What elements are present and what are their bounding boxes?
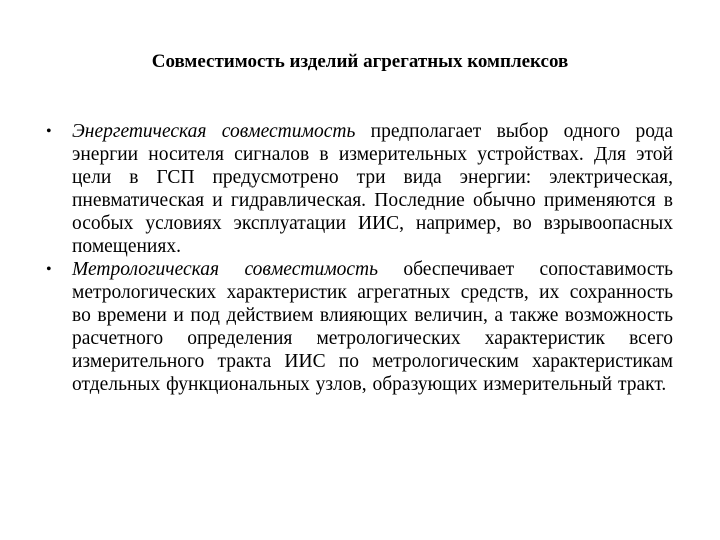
bullet-marker: • bbox=[46, 261, 52, 278]
bullet-metrological-compatibility bbox=[46, 258, 673, 396]
bullet-term: Энергетическая совместимость bbox=[72, 121, 356, 142]
bullet-marker: • bbox=[46, 123, 52, 140]
bullet-list bbox=[46, 120, 673, 396]
bullet-text: предполагает выбор одного рода энергии носителя сигналов в измерительных устройствах. Для этой цели в ГСП предусмотрено три вида энергии: электрическая, пневматическая и гидравлическая. Последние обычно применяются в особых условиях эксплуатации ИИС, например, во взрывоопасных помещениях. bbox=[72, 121, 674, 257]
slide-title: Совместимость изделий агрегатных комплексов bbox=[151, 51, 569, 72]
bullet-text: обеспечивает сопоставимость метрологических характеристик агрегатных средств, их сохранность во времени и под действием влияющих величин, а также возможность расчетного определения метрологических характеристик всего измерительного тракта ИИС по метрологическим характеристикам отдельных функциональных узлов, образующих измерительный тракт. bbox=[72, 259, 673, 395]
bullet-term: Метрологическая совместимость bbox=[72, 259, 378, 280]
bullet-energy-compatibility bbox=[46, 120, 673, 258]
